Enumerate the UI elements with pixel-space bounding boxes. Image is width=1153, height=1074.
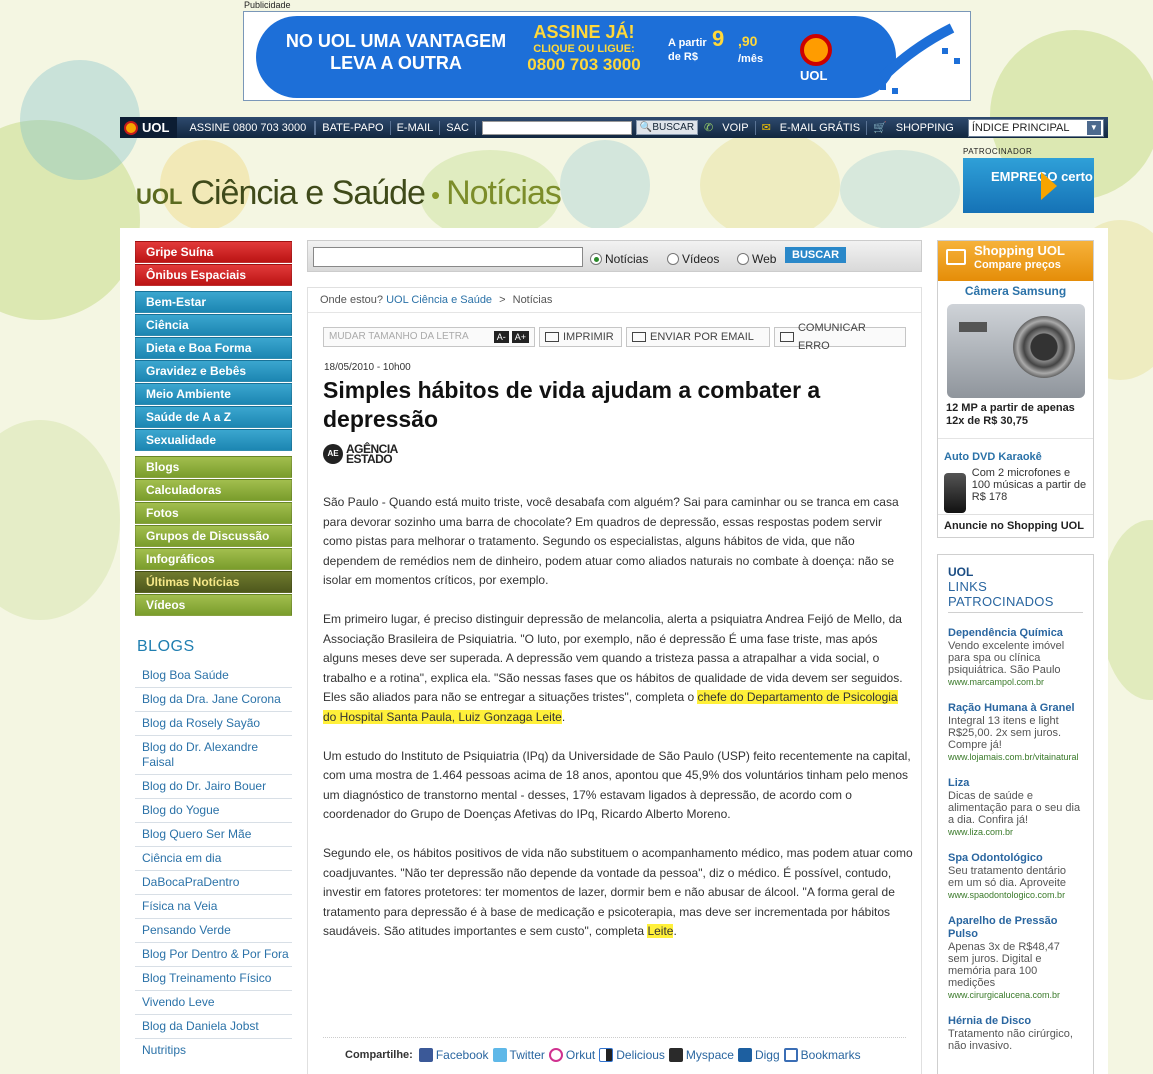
shopping-box	[937, 240, 1094, 538]
breadcrumb-separator: >	[499, 294, 506, 306]
article-tools	[323, 322, 910, 352]
ad-description: Integral 13 itens e light R$25,00. 2x sem juros. Compre já!	[948, 715, 1062, 751]
radio-icon	[667, 253, 679, 265]
share-label: Compartilhe:	[345, 1049, 413, 1061]
share-facebook-label: Facebook	[435, 1048, 489, 1062]
share-bar	[345, 1048, 865, 1062]
nav-item-saude-a-z[interactable]: Saúde de A a Z	[135, 406, 292, 428]
ad-url: www.lojamais.com.br/vitainatural	[948, 752, 1079, 762]
article-paragraph: São Paulo - Quando está muito triste, você desabafa com alguém? Sai para caminhar ou se tranca em casa para devorar sozinho uma barra de chocolate? Em quadros de depressão, essas respostas podem servir como pistas para melhorar o tratamento. Segundo os especialistas, alguns hábitos de vida, que não dependem de remédios nem de dinheiro, podem atuar como aliados naturais no combate à doença: não se isolar em momentos críticos, por exemplo.	[323, 495, 899, 587]
print-button[interactable]	[539, 327, 622, 347]
blog-link[interactable]: Nutritips	[142, 1043, 187, 1057]
article-title: Simples hábitos de vida ajudam a combater a depressão	[323, 377, 821, 432]
site-title-dot: •	[430, 180, 441, 210]
nav-item-bem-estar[interactable]: Bem-Estar	[135, 291, 292, 313]
report-label: COMUNICAR ERRO	[797, 322, 866, 352]
chevron-down-icon: ▼	[1087, 121, 1101, 135]
nav-sac[interactable]: SAC	[440, 121, 476, 135]
ad-cta-sub: CLIQUE OU LIGUE:	[533, 43, 635, 55]
envelope-icon: ✉	[761, 122, 771, 134]
nav-item-fotos[interactable]: Fotos	[135, 502, 292, 524]
digg-icon	[738, 1048, 752, 1062]
article-date: 18/05/2010 - 10h00	[324, 362, 411, 373]
facebook-icon	[419, 1048, 433, 1062]
email-button[interactable]	[626, 327, 770, 347]
delicious-icon	[599, 1048, 613, 1062]
google-bookmarks-icon	[784, 1048, 798, 1062]
dvd-product[interactable]	[938, 465, 1093, 515]
camera-lens	[1013, 316, 1075, 378]
ad-price-int: 9	[712, 26, 725, 51]
ad-url: www.liza.com.br	[948, 827, 1014, 837]
blog-link[interactable]: Blog da Daniela Jobst	[135, 1015, 292, 1039]
nav-item-onibus-espaciais[interactable]: Ônibus Espaciais	[135, 264, 292, 286]
uol-logo-text: UOL	[142, 120, 170, 135]
radio-videos[interactable]	[667, 252, 719, 266]
print-label: IMPRIMIR	[563, 331, 614, 343]
site-title-sub: Notícias	[446, 174, 561, 212]
blog-link[interactable]: Blog do Yogue	[135, 799, 292, 823]
sponsored-ad[interactable]	[948, 1015, 1083, 1052]
uol-logo[interactable]	[120, 117, 177, 138]
nav-item-videos[interactable]: Vídeos	[135, 594, 292, 616]
sponsored-ad[interactable]	[948, 702, 1083, 763]
highlighted-text: chefe do Departamento de Psicologia do Hospital Santa Paula, Luiz Gonzaga Leite	[323, 690, 898, 724]
ad-cta-title: ASSINE JÁ!	[533, 22, 635, 42]
sponsor-brand: EMPREGO certo	[991, 169, 1093, 184]
ad-description: Tratamento não cirúrgico, não invasivo.	[948, 1028, 1073, 1052]
sponsored-links-brand: UOL	[948, 565, 974, 579]
dvd-title[interactable]: Auto DVD Karaokê	[938, 438, 1093, 465]
nav-email-gratis[interactable]: E-MAIL GRÁTIS	[774, 121, 867, 135]
dvd-description: Com 2 microfones e 100 músicas a partir de R$ 178	[971, 467, 1087, 503]
ad-title: Aparelho de Pressão Pulso	[948, 915, 1058, 940]
blog-link[interactable]: Blog da Rosely Sayão	[135, 712, 292, 736]
ad-title: Dependência Química	[948, 627, 1063, 639]
ad-title: Spa Odontológico	[948, 852, 1043, 864]
ad-url: www.cirurgicalucena.com.br	[948, 990, 1061, 1000]
blog-link[interactable]: Blog da Dra. Jane Corona	[135, 688, 292, 712]
index-select[interactable]	[968, 119, 1104, 137]
article-paragraph	[323, 844, 913, 942]
radio-web[interactable]	[737, 252, 776, 266]
sponsored-links	[937, 554, 1094, 1074]
blog-link[interactable]: Blog Boa Saúde	[135, 664, 292, 688]
agency-icon: AE	[323, 444, 343, 464]
blog-link[interactable]: Blog Por Dentro & Por Fora	[135, 943, 292, 967]
search-bar	[307, 240, 922, 272]
shopping-header[interactable]	[938, 241, 1093, 281]
nav-item-meio-ambiente[interactable]: Meio Ambiente	[135, 383, 292, 405]
camera-flash	[959, 322, 987, 332]
radio-selected-icon	[590, 253, 602, 265]
divider	[323, 1037, 906, 1038]
article-paragraph: Um estudo do Instituto de Psiquiatria (IPq) da Universidade de São Paulo (USP) feito recentemente na capital, com uma mostra de 1.464 pessoas acima de 18 anos, apontou que 45,9% dos voluntários tinham pelo menos um diagnóstico de transtorno mental - desses, 17% estavam ligados à depressão, de acordo com o coordenador do Grupo de Doenças Afetivas do IPq, Ricardo Alberto Moreno.	[323, 748, 911, 821]
dvd-image	[944, 473, 966, 513]
index-select-value: ÍNDICE PRINCIPAL	[971, 121, 1070, 134]
breadcrumb-link[interactable]: UOL Ciência e Saúde	[386, 294, 493, 306]
font-size-label: MUDAR TAMANHO DA LETRA	[329, 331, 469, 342]
ad-label: Publicidade	[244, 0, 291, 10]
sponsored-ad[interactable]	[948, 852, 1083, 901]
ad-description: Apenas 3x de R$48,47 sem juros. Digital e memória para 100 medições	[948, 941, 1060, 989]
nav-voip[interactable]: VOIP	[716, 121, 755, 135]
blog-link[interactable]: Blog do Dr. Jairo Bouer	[135, 775, 292, 799]
article-text: .	[561, 709, 566, 724]
sponsored-links-heading: LINKS PATROCINADOS	[948, 579, 1083, 613]
site-title-section: Ciência e Saúde	[190, 174, 425, 212]
share-myspace-label: Myspace	[685, 1048, 734, 1062]
nav-shopping[interactable]: SHOPPING	[895, 121, 954, 134]
sponsor-label: PATROCINADOR	[963, 147, 1033, 156]
nav-item-ciencia[interactable]: Ciência	[135, 314, 292, 336]
report-icon	[780, 332, 794, 342]
nav-item-ultimas-noticias[interactable]: Últimas Notícias	[135, 571, 292, 593]
agency-line2: ESTADO	[346, 452, 393, 466]
ad-url: www.marcampol.com.br	[948, 677, 1045, 687]
nav-search-button[interactable]: 🔍BUSCAR	[636, 120, 698, 135]
ad-cta-phone: 0800 703 3000	[527, 55, 641, 74]
arrow-right-icon	[1041, 172, 1057, 200]
ad-price	[668, 26, 764, 65]
nav-item-infograficos[interactable]: Infográficos	[135, 548, 292, 570]
myspace-icon	[669, 1048, 683, 1062]
ad-brand: UOL	[800, 68, 828, 83]
blog-link[interactable]: Vivendo Leve	[135, 991, 292, 1015]
shopping-title: Shopping UOL	[974, 243, 1065, 258]
ad-price-suffix: /mês	[738, 53, 764, 65]
nav-assine[interactable]: ASSINE 0800 703 3000	[181, 121, 315, 135]
nav-email[interactable]: E-MAIL	[391, 121, 441, 135]
ad-decoration-icon	[872, 18, 962, 94]
article-text: Segundo ele, os hábitos positivos de vida não substituem o acompanhamento médico, mas podem atuar como coadjuvantes. "Não ter depressão não depende da vontade da pessoa", diz o médico. É possível, contudo, investir em fatores protetores: ter momentos de lazer, dormir bem e não abusar de álcool. "A forma geral de tratamento para depressão é à base de medicação e psicoterapia, mas deve ser incrementada por hábitos saudáveis. São atitudes importantes e sem custo", completa	[323, 846, 913, 938]
twitter-icon	[493, 1048, 507, 1062]
ad-headline: NO UOL UMA VANTAGEM LEVA A OUTRA	[285, 31, 507, 73]
divider	[308, 312, 921, 313]
nav-item-gripe-suina[interactable]: Gripe Suína	[135, 241, 292, 263]
ad-price-prefix: A partir de R$	[668, 37, 707, 63]
advertise-link[interactable]: Anuncie no Shopping UOL	[938, 514, 1093, 537]
site-title-uol: UOL	[136, 184, 183, 209]
phone-icon: ✆	[704, 122, 714, 134]
blog-link[interactable]: Blog Quero Ser Mãe	[135, 823, 292, 847]
blog-link[interactable]: Blog Treinamento Físico	[135, 967, 292, 991]
nav-item-sexualidade[interactable]: Sexualidade	[135, 429, 292, 451]
blogs-heading: BLOGS	[137, 638, 195, 655]
article-container	[307, 287, 922, 1074]
radio-noticias-label: Notícias	[605, 252, 649, 266]
share-digg[interactable]	[738, 1048, 780, 1062]
sponsored-ad[interactable]	[948, 627, 1083, 688]
blog-link[interactable]: Física na Veia	[135, 895, 292, 919]
share-bookmarks[interactable]	[784, 1048, 861, 1062]
search-input[interactable]	[313, 247, 583, 267]
agency-name	[346, 444, 398, 464]
left-navigation	[135, 241, 292, 1062]
ad-title: Ração Humana à Granel	[948, 702, 1075, 714]
email-label: ENVIAR POR EMAIL	[650, 331, 754, 343]
radio-icon	[737, 253, 749, 265]
shopping-subtitle: Compare preços	[974, 259, 1061, 271]
printer-icon	[545, 332, 559, 342]
nav-search-input[interactable]	[482, 121, 632, 135]
font-increase-button[interactable]: A+	[512, 331, 529, 343]
ad-title: Liza	[948, 777, 970, 789]
envelope-icon	[632, 332, 646, 342]
ad-url: www.spaodontologico.com.br	[948, 890, 1066, 900]
share-facebook[interactable]	[419, 1048, 489, 1062]
share-myspace[interactable]	[669, 1048, 734, 1062]
search-button[interactable]: BUSCAR	[785, 247, 846, 263]
site-title[interactable]	[136, 174, 561, 213]
nav-item-blogs[interactable]: Blogs	[135, 456, 292, 478]
share-digg-label: Digg	[754, 1048, 780, 1062]
ad-description: Dicas de saúde e alimentação para o seu dia a dia. Confira já!	[948, 790, 1081, 826]
cart-icon: 🛒	[873, 122, 887, 134]
nav-search-label: BUSCAR	[652, 122, 695, 133]
product-title[interactable]: Câmera Samsung	[964, 284, 1067, 298]
ad-cta	[514, 22, 654, 75]
nav-bate-papo[interactable]: BATE-PAPO	[315, 121, 390, 135]
main-content	[307, 240, 922, 1074]
report-error-button[interactable]	[774, 322, 906, 352]
cart-icon	[946, 249, 966, 265]
sponsored-ad[interactable]	[948, 777, 1083, 838]
article-text: .	[673, 924, 677, 938]
article-body	[323, 493, 913, 961]
sponsor-banner[interactable]	[963, 158, 1094, 213]
breadcrumb	[320, 294, 552, 306]
radio-videos-label: Vídeos	[682, 252, 720, 266]
radio-noticias[interactable]	[590, 252, 648, 266]
nav-item-gravidez[interactable]: Gravidez e Bebês	[135, 360, 292, 382]
share-twitter-label: Twitter	[509, 1048, 545, 1062]
uol-ball-icon	[800, 34, 832, 66]
nav-item-grupos[interactable]: Grupos de Discussão	[135, 525, 292, 547]
ad-banner[interactable]	[243, 11, 971, 101]
product-description[interactable]: 12 MP a partir de apenas 12x de R$ 30,75	[946, 402, 1075, 427]
blog-link[interactable]: DaBocaPraDentro	[135, 871, 292, 895]
radio-web-label: Web	[752, 252, 777, 266]
agency-line1: AGÊNCIA	[346, 442, 398, 456]
font-size-control	[323, 327, 535, 347]
nav-group-topics	[135, 291, 292, 451]
orkut-icon	[549, 1048, 563, 1062]
font-decrease-button[interactable]: A-	[494, 331, 509, 343]
blogs-list	[135, 664, 292, 1062]
ad-price-cents: ,90	[738, 33, 758, 49]
ad-description: Seu tratamento dentário em um só dia. Aproveite	[948, 865, 1067, 889]
camera-image[interactable]	[947, 304, 1085, 398]
share-twitter[interactable]	[493, 1048, 545, 1062]
nav-group-tools	[135, 456, 292, 616]
sponsored-ad[interactable]	[948, 915, 1083, 1001]
article-paragraph	[323, 610, 913, 727]
share-bookmarks-label: Bookmarks	[800, 1048, 861, 1062]
share-orkut-label: Orkut	[565, 1048, 596, 1062]
breadcrumb-current: Notícias	[512, 294, 553, 306]
nav-item-dieta[interactable]: Dieta e Boa Forma	[135, 337, 292, 359]
blog-link[interactable]: Ciência em dia	[135, 847, 292, 871]
share-delicious-label: Delicious	[616, 1048, 665, 1062]
nav-group-featured	[135, 241, 292, 286]
top-navbar	[120, 117, 1108, 138]
share-delicious[interactable]	[599, 1048, 665, 1062]
uol-ball-icon	[124, 121, 138, 135]
blog-link[interactable]: Blog do Dr. Alexandre Faisal	[135, 736, 292, 775]
ad-description: Vendo excelente imóvel para spa ou clínica psiquiátrica. São Paulo	[948, 640, 1065, 676]
blog-link[interactable]: Pensando Verde	[135, 919, 292, 943]
nav-item-calculadoras[interactable]: Calculadoras	[135, 479, 292, 501]
article-text: Em primeiro lugar, é preciso distinguir depressão de melancolia, alerta a psiquiatra Andrea Feijó de Mello, da Associação Brasileira de Psiquiatria. "O luto, por exemplo, não é depressão É uma fase triste, mas após alguns meses deve ser superada. A depressão vem quando a tristeza passa a atrapalhar a vida social, o trabalho e a rotina", explica ela. "São nessas fases que os hábitos de qualidade de vida devem ser seguidos. Eles são aliados para não se entregar a situações tristes", completa o	[323, 612, 903, 704]
highlighted-text: Leite	[647, 924, 674, 938]
agency-logo	[323, 444, 398, 464]
breadcrumb-prefix: Onde estou?	[320, 294, 383, 306]
right-column	[937, 240, 1094, 1074]
ad-title: Hérnia de Disco	[948, 1015, 1032, 1027]
share-orkut[interactable]	[549, 1048, 595, 1062]
